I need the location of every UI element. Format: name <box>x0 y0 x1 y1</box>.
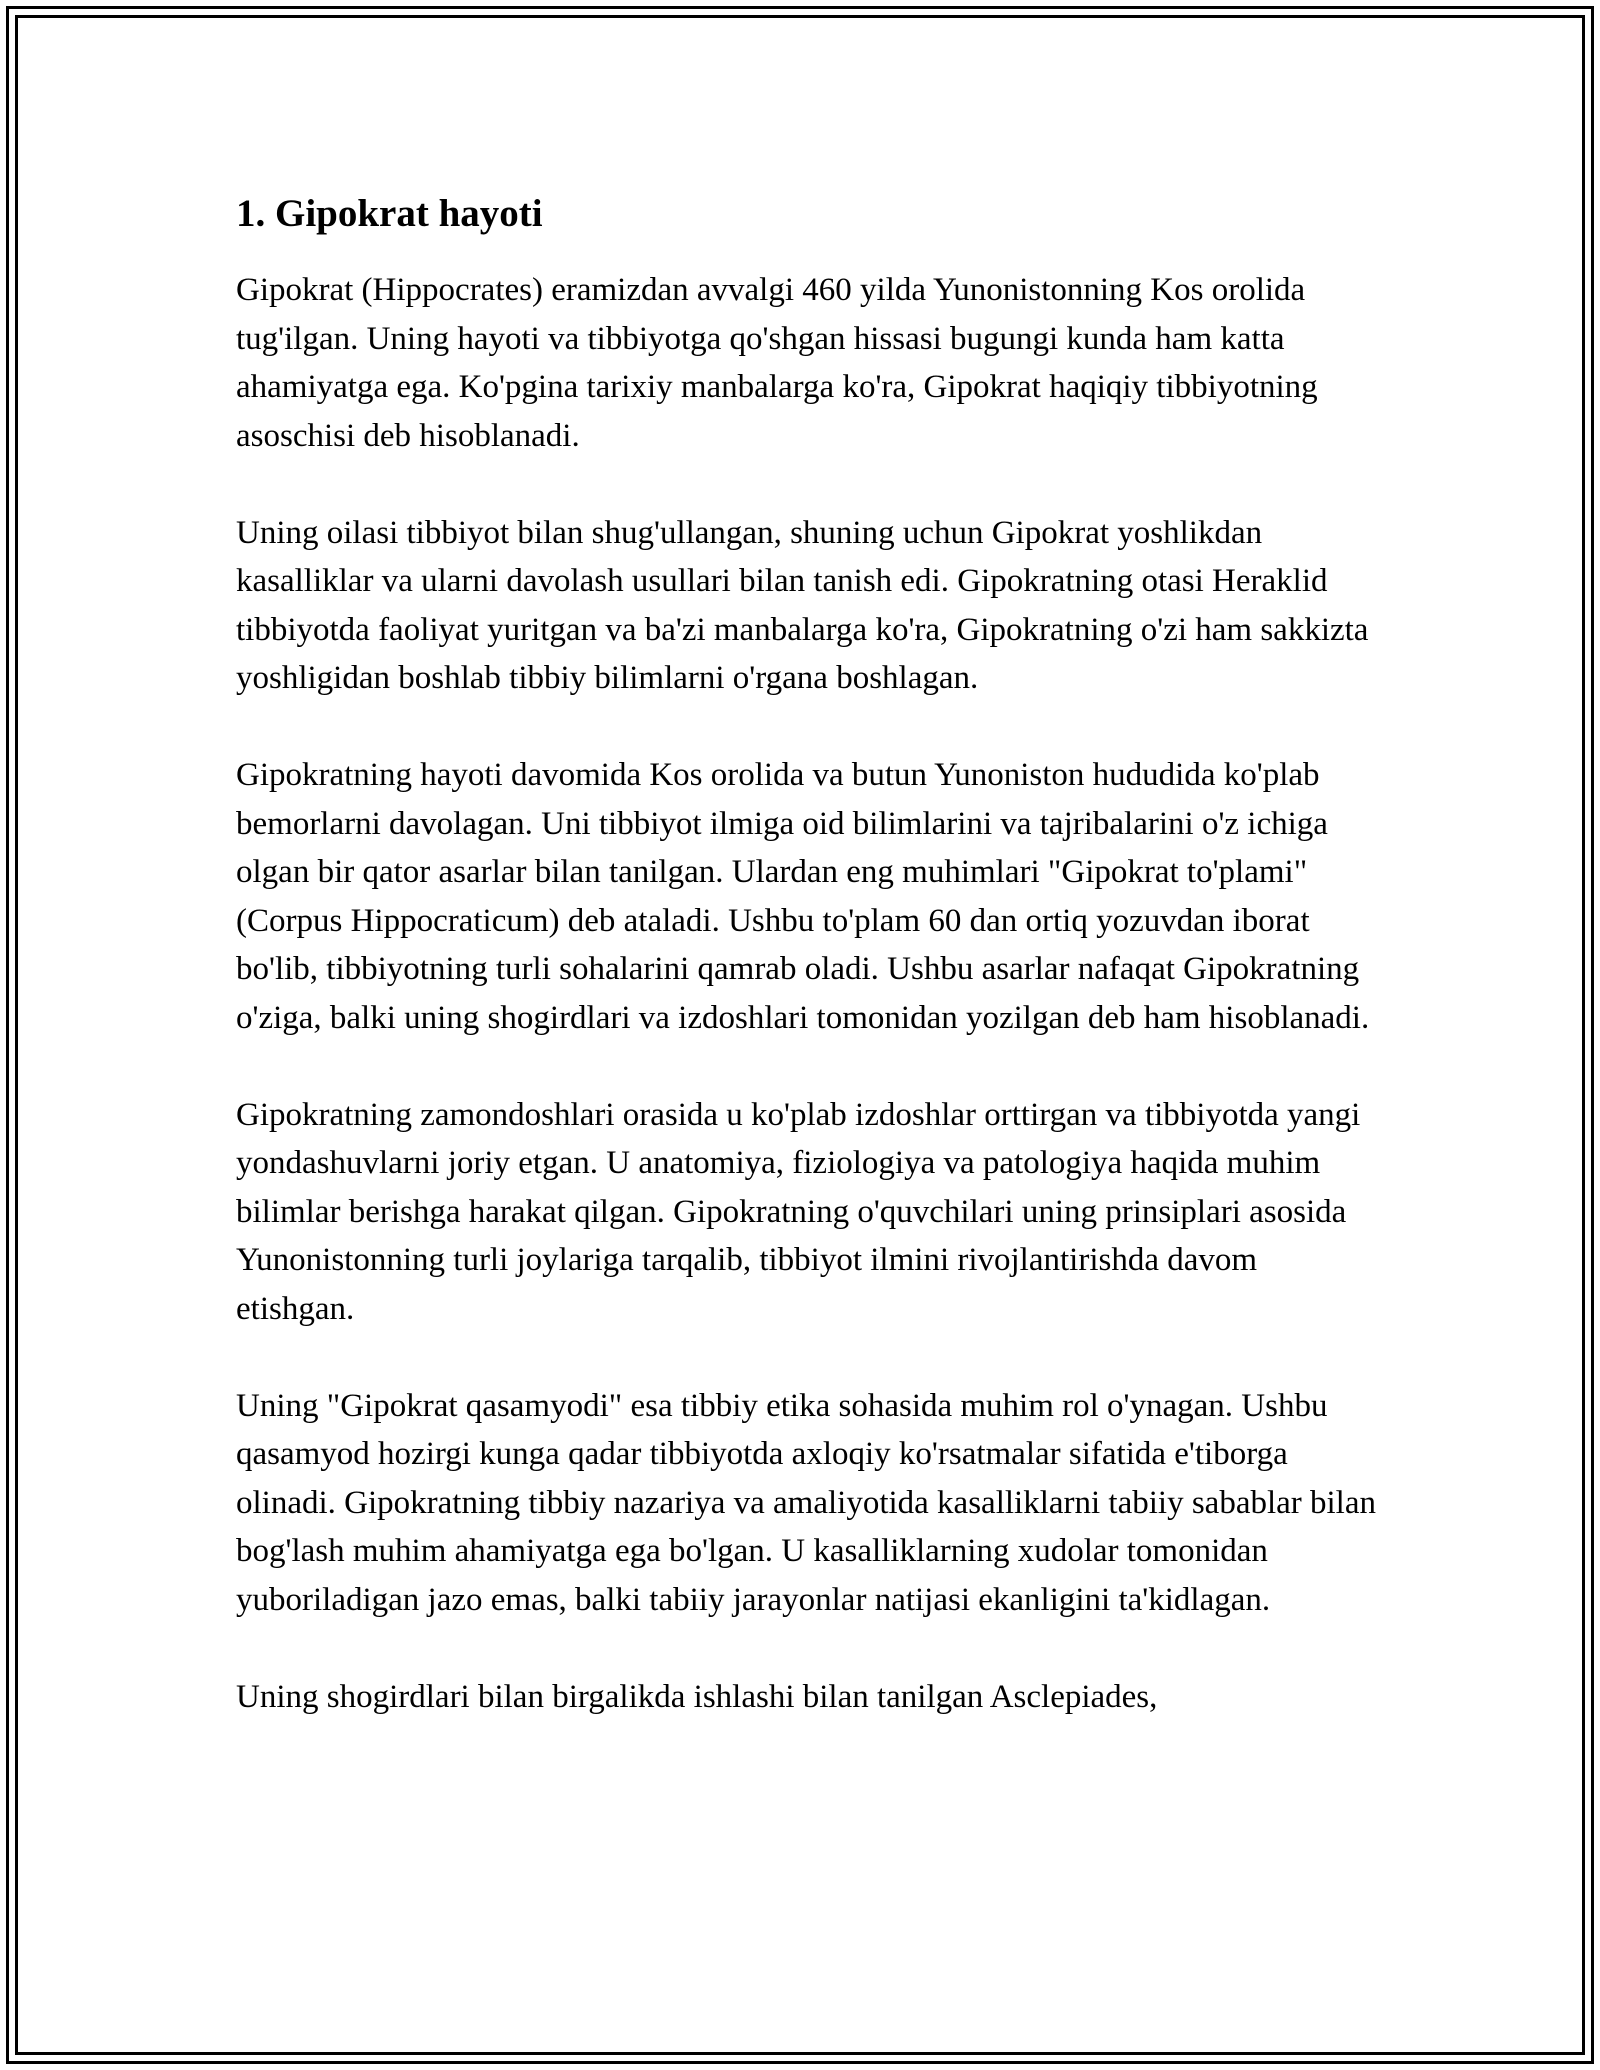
paragraph-2: Uning oilasi tibbiyot bilan shug'ullangan, shuning uchun Gipokrat yoshlikdan kasalliklar va ularni davolash usullari bilan tanish edi. Gipokratning otasi Heraklid tibbiyotda faoliyat yuritgan va ba'zi manbalarga ko'ra, Gipokratning o'zi ham sakkizta yoshligidan boshlab tibbiy bilimlarni o'rgana boshlagan. <box>236 514 1369 696</box>
document-body <box>236 186 1376 1770</box>
section-heading: 1. Gipokrat hayoti <box>236 192 543 235</box>
paragraph-5: Uning "Gipokrat qasamyodi" esa tibbiy etika sohasida muhim rol o'ynagan. Ushbu qasamyod hozirgi kunga qadar tibbiyotda axloqiy ko'rsatmalar sifatida e'tiborga olinadi. Gipokratning tibbiy nazariya va amaliyotida kasalliklarni tabiiy sabablar bilan bog'lash muhim ahamiyatga ega bo'lgan. U kasalliklarning xudolar tomonidan yuboriladigan jazo emas, balki tabiiy jarayonlar natijasi ekanligini ta'kidlagan. <box>236 1387 1376 1618</box>
paragraph-3: Gipokratning hayoti davomida Kos orolida va butun Yunoniston hududida ko'plab bemorlarni davolagan. Uni tibbiyot ilmiga oid bilimlarini va tajribalarini o'z ichiga olgan bir qator asarlar bilan tanilgan. Ulardan eng muhimlari "Gipokrat to'plami" (Corpus Hippocraticum) deb ataladi. Ushbu to'plam 60 dan ortiq yozuvdan iborat bo'lib, tibbiyotning turli sohalarini qamrab oladi. Ushbu asarlar nafaqat Gipokratning o'ziga, balki uning shogirdlari va izdoshlari tomonidan yozilgan deb ham hisoblanadi. <box>236 757 1370 1036</box>
paragraph-4: Gipokratning zamondoshlari orasida u ko'plab izdoshlar orttirgan va tibbiyotda yangi yondashuvlarni joriy etgan. U anatomiya, fiziologiya va patologiya haqida muhim bilimlar berishga harakat qilgan. Gipokratning o'quvchilari uning prinsiplari asosida Yunonistonning turli joylariga tarqalib, tibbiyot ilmini rivojlantirishda davom etishgan. <box>236 1096 1361 1327</box>
paragraph-6: Uning shogirdlari bilan birgalikda ishlashi bilan tanilgan Asclepiades, <box>236 1678 1158 1715</box>
paragraph-1: Gipokrat (Hippocrates) eramizdan avvalgi 460 yilda Yunonistonning Kos orolida tug'ilgan. Uning hayoti va tibbiyotga qo'shgan hissasi bugungi kunda ham katta ahamiyatga ega. Ko'pgina tarixiy manbalarga ko'ra, Gipokrat haqiqiy tibbiyotning asoschisi deb hisoblanadi. <box>236 272 1318 454</box>
